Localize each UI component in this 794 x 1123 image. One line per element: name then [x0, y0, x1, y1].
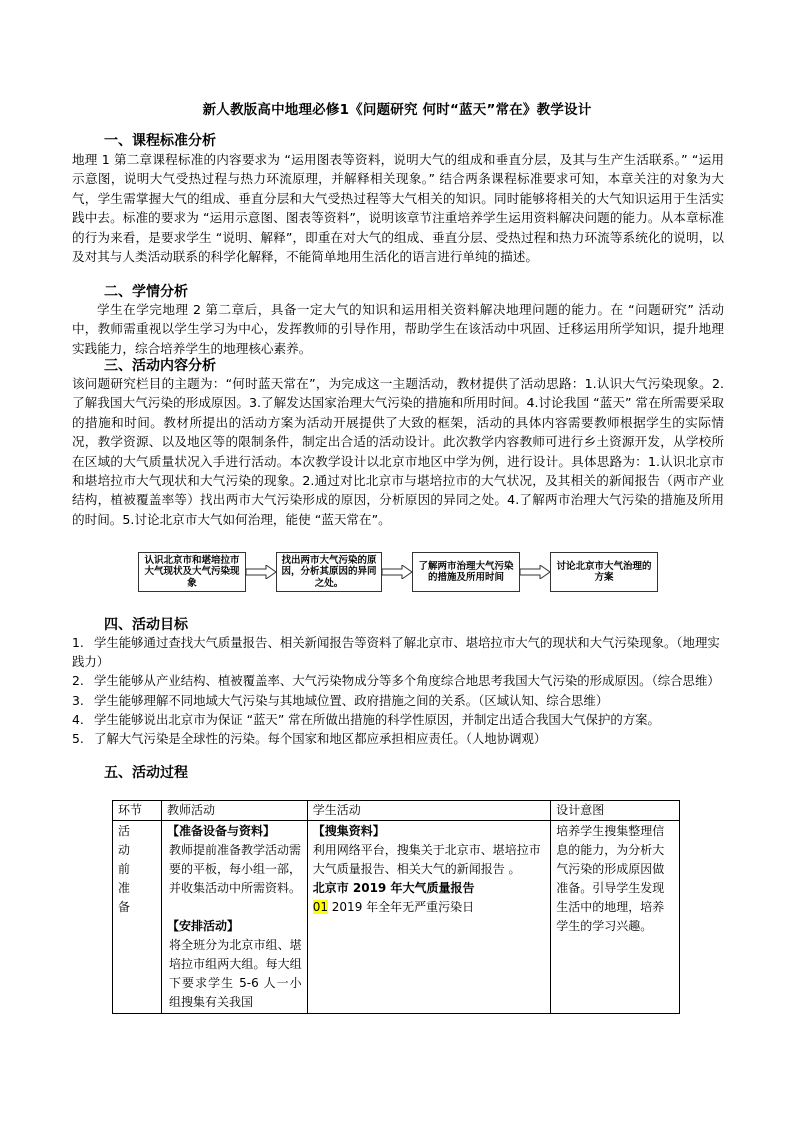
- flow-arrow-1: [246, 565, 276, 579]
- stage-cell: 活动前准备: [113, 821, 162, 1014]
- flow-arrow-2: [382, 565, 412, 579]
- header-teacher: 教师活动: [161, 801, 307, 821]
- student-activity-cell: [307, 821, 551, 1014]
- section-heading-3: 三、活动内容分析: [104, 358, 216, 374]
- section-1-text: 地理 1 第二章课程标准的内容要求为 “运用图表等资料，说明大气的组成和垂直分层，及其与生产生活联系。” “运用示意图，说明大气受热过程与热力环流原理，并解释相关现象。” 结合两条课程标准要求可知，本章关注的对象为大气，学生需掌握大气的组成、垂直分层和大气受热过程等大气相关的知识。同时能够将相关的大气知识运用于生活实践中去。标准的要求为 “运用示意图、图表等资料”，说明该章节注重培养学生运用资料解决问题的能力。从本章标准的行为来看，是要求学生 “说明、解释”，即重在对大气的组成、垂直分层、受热过程和热力环流等系统化的说明，以及对其与人类活动联系的科学化解释，不能简单地用生活化的语言进行单纯的描述。: [72, 152, 724, 265]
- activity-process-table: [112, 800, 680, 1014]
- section-3-text: 该问题研究栏目的主题为：“何时蓝天常在”，为完成这一主题活动，教材提供了活动思路：1.认识大气污染现象。2.了解我国大气污染的形成原因。3.了解发达国家治理大气污染的措施和所用时间。4.讨论我国 “蓝天” 常在所需要采取的措施和时间。教材所提出的活动方案为活动开展提供了大致的框架，活动的具体内容需要教师根据学生的实际情况，教学资源、以及地区等的限制条件，制定出合适的活动设计。此次教学内容教师可进行乡土资源开发，从学校所在区域的大气质量状况入手进行活动。本次教学设计以北京市地区中学为例，进行设计。具体思路为：1.认识北京市和堪培拉市大气现状和大气污染的现象。2.通过对比北京市与堪培拉市的大气状况，及其相关的新闻报告（两市产业结构，植被覆盖率等）找出两市大气污染形成的原因，分析原因的异同之处。4.了解两市治理大气污染的措施及所用的时间。5.讨论北京市大气如何治理，能使 “蓝天常在”。: [72, 376, 724, 527]
- report-title: 北京市 2019 年大气质量报告: [312, 881, 475, 895]
- goal-item: 3. 学生能够理解不同地域大气污染与其地域位置、政府措施之间的关系。（区域认知、综合思维）: [72, 692, 609, 708]
- header-stage: 环节: [113, 801, 162, 821]
- design-intent-cell: 培养学生搜集整理信息的能力，为分析大气污染的形成原因做准备。引导学生发现生活中的地理，培养学生的学习兴趣。: [551, 821, 680, 1014]
- teacher-heading-prepare: 【准备设备与资料】: [166, 824, 275, 838]
- goal-item: 5. 了解大气污染是全球性的污染。每个国家和地区都应承担相应责任。（人地协调观）: [72, 731, 547, 747]
- table-header-row: [113, 801, 680, 821]
- page-title: 新人教版高中地理必修1《问题研究 何时“蓝天”常在》教学设计: [202, 102, 592, 118]
- section-heading-2: 二、学情分析: [104, 284, 188, 300]
- flow-step-1: 认识北京市和堪培拉市大气现状及大气污染现象: [138, 552, 246, 592]
- teacher-text-prepare: 教师提前准备教学活动需要的平板，每小组一部，并收集活动中所需资料。: [168, 843, 301, 895]
- report-item: [313, 898, 546, 917]
- table-row: [113, 821, 680, 1014]
- goals-list: [72, 633, 728, 748]
- section-2-text: 学生在学完地理 2 第二章后，具备一定大气的知识和运用相关资料解决地理问题的能力。在 “问题研究” 活动中，教师需重视以学生学习为中心，发挥教师的引导作用，帮助学生在该活动中巩固、迁移运用所学知识，提升地理实践能力，综合培养学生的地理核心素养。: [72, 302, 724, 356]
- goal-item: 4. 学生能够说出北京市为保证 “蓝天” 常在所做出措施的科学性原因，并制定出适合我国大气保护的方案。: [72, 711, 660, 727]
- flow-step-3: 了解两市治理大气污染的措施及所用时间: [412, 552, 520, 592]
- report-item-number: 01: [312, 900, 328, 914]
- goal-item: 2. 学生能够从产业结构、植被覆盖率、大气污染物成分等多个角度综合地思考我国大气污染的形成原因。（综合思维）: [72, 673, 720, 689]
- flow-step-2: 找出两市大气污染的原因，分析其原因的异同之处。: [276, 552, 382, 592]
- header-intent: 设计意图: [551, 801, 680, 821]
- flow-step-4: 讨论北京市大气治理的方案: [550, 552, 658, 592]
- teacher-heading-arrange: 【安排活动】: [166, 919, 239, 933]
- teacher-text-arrange: 将全班分为北京市组、堪培拉市组两大组。每大组下要求学生 5-6 人一小组搜集有关我国: [168, 938, 302, 1009]
- report-item-text: 2019 年全年无严重污染日: [327, 900, 475, 914]
- goal-item: 1. 学生能够通过查找大气质量报告、相关新闻报告等资料了解北京市、堪培拉市大气的现状和大气污染现象。（地理实践力）: [72, 635, 720, 670]
- student-heading-collect: 【搜集资料】: [312, 824, 385, 838]
- section-heading-4: 四、活动目标: [104, 617, 188, 633]
- section-heading-5: 五、活动过程: [104, 765, 188, 781]
- student-text-collect: 利用网络平台，搜集关于北京市、堪培拉市大气质量报告、相关大气的新闻报告 。: [312, 843, 541, 876]
- flow-arrow-3: [520, 565, 550, 579]
- teacher-activity-cell: [161, 821, 307, 1014]
- activity-flow-diagram: [138, 552, 658, 592]
- section-heading-1: 一、课程标准分析: [104, 133, 216, 149]
- header-student: 学生活动: [307, 801, 551, 821]
